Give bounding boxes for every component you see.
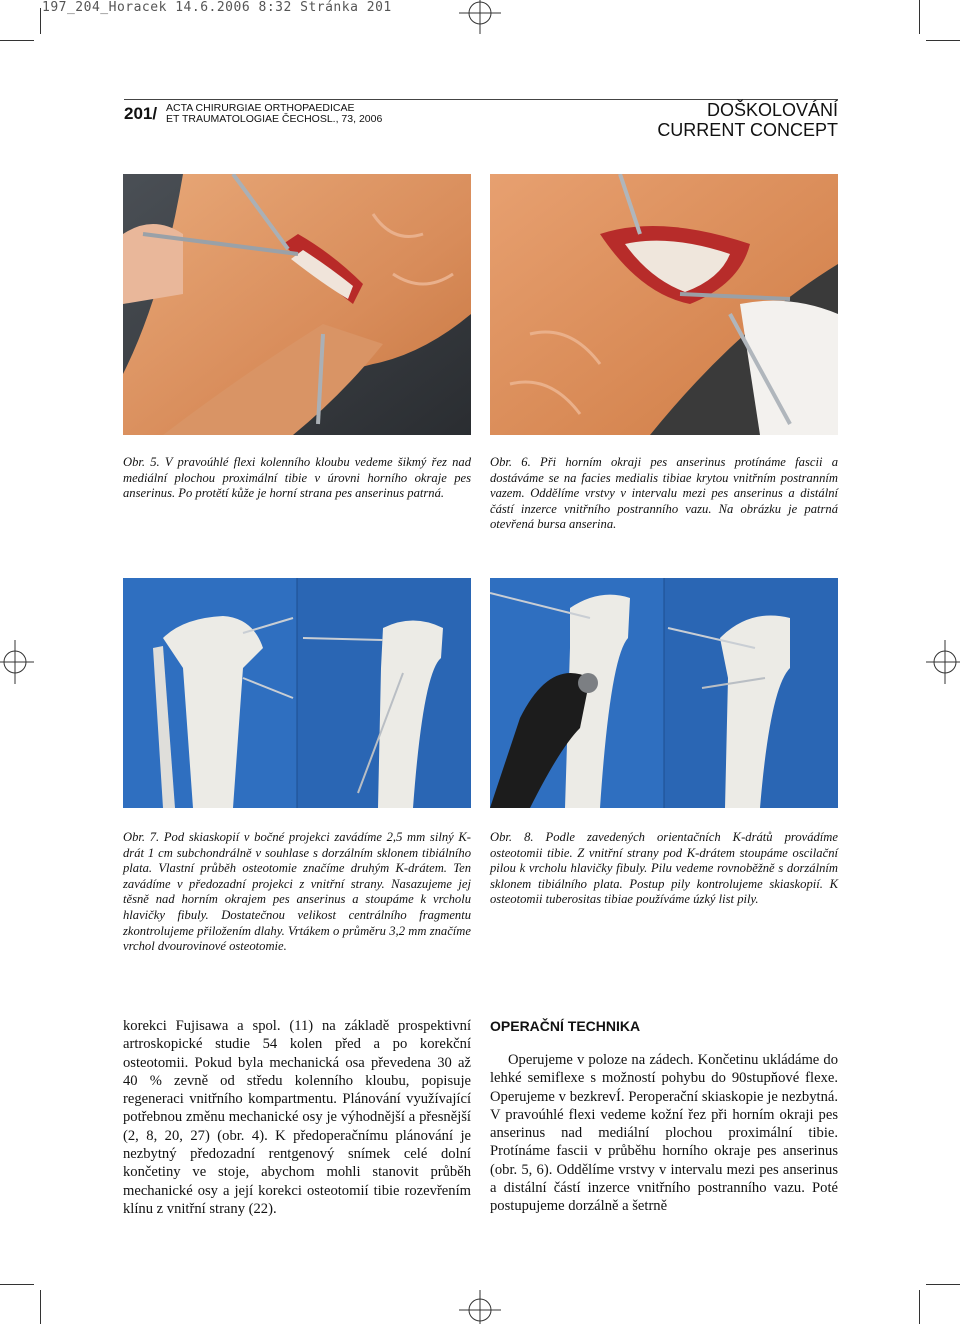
- section-label-line1: DOŠKOLOVÁNÍ: [706, 100, 838, 120]
- figure-8-photo: [490, 578, 838, 808]
- crop-mark: [919, 1290, 920, 1324]
- body-text-right: Operujeme v poloze na zádech. Končetinu ukládáme do lehké semiflexe s možností pohybu do 90stupňové flexe. Operujeme v bezkrevÍ. Peroperační skiaskopie je nezbytná. V pravoúhlé flexi vedeme kožní řez při horním okraji pes anserinus nad mediální plochou proximální tibie. Protínáme fascii v průběhu horního okraje pes anserinus (obr. 5, 6). Oddělíme vrstvy v intervalu mezi pes anserinus a distální částí inzerce vnitřního postranního vazu. Poté postupujeme dorzálně a šetrně: [490, 1052, 838, 1215]
- crop-mark: [0, 1284, 34, 1285]
- crop-mark: [40, 1290, 41, 1324]
- figure-5-photo: [123, 174, 471, 435]
- page-number: 201/: [124, 104, 158, 123]
- figure-7-photo: [123, 578, 471, 808]
- journal-title-line2: ET TRAUMATOLOGIAE ČECHOSL., 73, 2006: [166, 113, 383, 125]
- crop-mark: [40, 8, 41, 34]
- crop-mark: [0, 40, 34, 41]
- registration-mark-left: [0, 640, 34, 684]
- journal-title-line1: ACTA CHIRURGIAE ORTHOPAEDICAE: [166, 102, 355, 114]
- figure-8-caption: Obr. 8. Podle zavedených orientačních K-drátů provádíme osteotomii tibie. Z vnitřní strany pod K-drátem stoupáme oscilační pilou k vrcholu hlavičky fibuly. Pilu vedeme rovnoběžně s dorzálním sklonem tibiálního plata. Postup pily kontrolujeme skiaskopií. K osteotomii tuberositas tibiae používáme úzký list pily.: [490, 830, 838, 907]
- crop-mark: [919, 0, 920, 34]
- figure-6-photo: [490, 174, 838, 435]
- journal-title: [166, 103, 382, 125]
- body-text-left: korekci Fujisawa a spol. (11) na základě prospektivní artroskopické studie 54 kolen před a po korekční osteotomii. Pokud byla mechanická osa převedena 30 až 40 % zevně od středu kolenního kloubu, popisuje regeneraci vnitřního kompartmentu. Plánování využívající potřebnou změnu mechanické osy je výhodnější a přesnější (2, 8, 20, 27) (obr. 4). K předoperačnímu plánování je nezbytný předozadní rentgenový snímek celé dolní končetiny ve stoje, abychom mohli stanovit průběh mechanické osy a její korekci osteotomií tibie rozevřením klínu z vnitřní strany (22).: [123, 1018, 471, 1217]
- crop-mark: [926, 40, 960, 41]
- print-slug: 197_204_Horacek 14.6.2006 8:32 Stránka 201: [42, 0, 392, 15]
- registration-mark-right: [926, 640, 960, 684]
- section-label: [657, 100, 838, 140]
- figure-6-caption: Obr. 6. Při horním okraji pes anserinus protínáme fascii a dostáváme se na facies medialis tibiae krytou vnitřním postranním vazem. Oddělíme vrstvy v intervalu mezi pes anserinus a distální částí inzerce vnitřního postranního vazu. Na obrázku je patrná otevřená bursa anserina.: [490, 455, 838, 532]
- figure-7-caption: Obr. 7. Pod skiaskopií v bočné projekci zavádíme 2,5 mm silný K-drát 1 cm subchondrálně v souhlase s dorzálním sklonem tibiálního plata. Vlastní průběh osteotomie značíme druhým K-drátem. Ten zavádíme v předozadní projekci z vnitřní strany. Nasazujeme jej těsně nad horním okrajem pes anserinus a stoupáme k vrcholu hlavičky fibuly. Dostatečnou velikost centrálního fragmentu zkontrolujeme přiložením dlahy. Vrtákem o průměru 3,2 mm značíme vrchol dvourovinové osteotomie.: [123, 830, 471, 954]
- registration-mark-bottom: [459, 1290, 501, 1324]
- section-heading: OPERAČNÍ TECHNIKA: [490, 1018, 641, 1034]
- figure-5-caption: Obr. 5. V pravoúhlé flexi kolenního kloubu vedeme šikmý řez nad mediální plochou proximální tibie v úrovni horního okraje pes anserinus. Po protětí kůže je horní strana pes anserinus patrná.: [123, 455, 471, 501]
- crop-mark: [926, 1284, 960, 1285]
- registration-mark-top: [459, 0, 501, 34]
- section-label-line2: CURRENT CONCEPT: [657, 120, 838, 140]
